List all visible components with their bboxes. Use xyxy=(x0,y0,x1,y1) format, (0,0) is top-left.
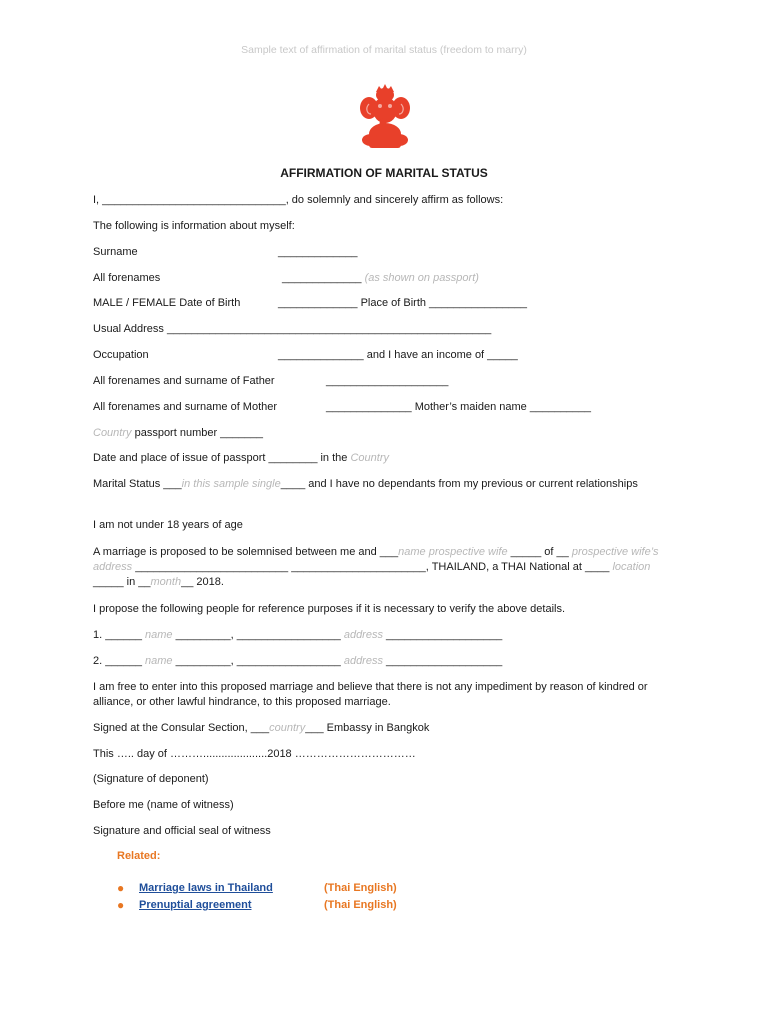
mother-field: ______________ Mother’s maiden name __________ xyxy=(326,401,592,413)
affirm-line: I, ______________________________, do solemnly and sincerely affirm as follows: xyxy=(93,194,504,206)
related-link-marriage-laws[interactable]: Marriage laws in Thailand xyxy=(139,882,273,894)
reference-intro: I propose the following people for reference purposes if it is necessary to verify the above details. xyxy=(93,603,566,615)
surname-row xyxy=(93,245,358,260)
occupation-field: ______________ and I have an income of _____ xyxy=(278,349,518,361)
surname-field: _____________ xyxy=(278,246,358,258)
info-intro: The following is information about myself: xyxy=(93,220,295,232)
forenames-hint: (as shown on passport) xyxy=(364,272,479,284)
dob-label: MALE / FEMALE Date of Birth xyxy=(93,297,241,309)
mother-row xyxy=(93,400,592,415)
address-row: Usual Address _____________________________________________________ xyxy=(93,323,492,335)
ganesha-icon xyxy=(355,84,415,148)
age-line: I am not under 18 years of age xyxy=(93,519,243,531)
signed-at-line: Signed at the Consular Section, ___country___ Embassy in Bangkok xyxy=(93,722,430,734)
father-row xyxy=(93,374,449,389)
occupation-label: Occupation xyxy=(93,349,149,361)
passport-row: Country passport number _______ xyxy=(93,427,264,439)
page-header: Sample text of affirmation of marital status (freedom to marry) xyxy=(241,44,527,56)
witness-signature: Signature and official seal of witness xyxy=(93,825,271,837)
reference-row-2: 2. ______ name _________, _________________ address ___________________ xyxy=(93,655,503,667)
document-title: AFFIRMATION OF MARITAL STATUS xyxy=(280,166,488,180)
dob-row xyxy=(93,296,527,311)
mother-label: All forenames and surname of Mother xyxy=(93,401,278,413)
related-link-prenuptial[interactable]: Prenuptial agreement xyxy=(139,899,252,911)
related-lang[interactable]: (Thai English) xyxy=(324,882,397,894)
reference-row-1: 1. ______ name _________, _________________ address ___________________ xyxy=(93,629,503,641)
passport-country-hint: Country xyxy=(93,427,132,439)
signed-country-hint: country xyxy=(269,722,306,734)
related-heading: Related: xyxy=(117,850,161,862)
father-label: All forenames and surname of Father xyxy=(93,375,275,387)
marital-status-row: Marital Status ___in this sample single____ and I have no dependants from my previous or current relationships xyxy=(93,478,638,490)
passport-issue-row: Date and place of issue of passport ________ in the Country xyxy=(93,452,389,464)
forenames-label: All forenames xyxy=(93,272,161,284)
father-field: ____________________ xyxy=(326,375,449,387)
occupation-row xyxy=(93,348,518,363)
forenames-field: _____________ (as shown on passport) xyxy=(282,272,479,284)
bullet-icon: ● xyxy=(117,881,125,895)
marriage-paragraph: A marriage is proposed to be solemnised between me and ___name prospective wife _____ of __ prospective wife’s address _________________________ ______________________, THAILAND, a THAI National at ____ location _____ in __month__ 2018. xyxy=(93,546,659,588)
forenames-row xyxy=(93,271,479,286)
date-line: This ….. day of ……….....................2018 …………………………… xyxy=(93,748,416,760)
surname-label: Surname xyxy=(93,246,138,258)
bullet-icon: ● xyxy=(117,898,125,912)
dob-field: _____________ Place of Birth ________________ xyxy=(278,297,527,309)
freedom-paragraph: I am free to enter into this proposed marriage and believe that there is not any impediment by reason of kindred or alliance, or other lawful hindrance, to this proposed marriage. xyxy=(93,681,648,708)
marital-status-hint: in this sample single xyxy=(181,478,281,490)
related-lang[interactable]: (Thai English) xyxy=(324,899,397,911)
issue-country-hint: Country xyxy=(350,452,389,464)
witness-name: Before me (name of witness) xyxy=(93,799,234,811)
deponent-signature: (Signature of deponent) xyxy=(93,773,209,785)
